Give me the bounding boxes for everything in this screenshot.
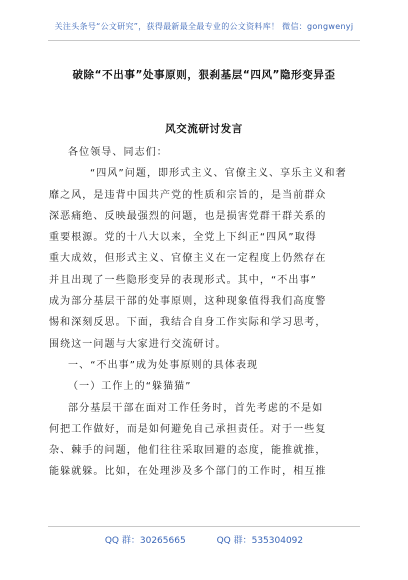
body-line: 能躲就躲。比如，在处理涉及多个部门的工作时，相互推 xyxy=(49,466,327,478)
footer-divider xyxy=(48,526,360,527)
body-line: 惕和深刻反思。下面，我结合自身工作实际和学习思考， xyxy=(49,317,327,329)
section-heading: 一、“不出事”成为处事原则的具体表现 xyxy=(68,359,259,371)
footer-contact xyxy=(0,533,408,546)
body-line: 并且出现了一些隐形变异的表现形式。其中，“不出事” xyxy=(49,274,317,286)
body-line: “四风”问题，即形式主义、官僚主义、享乐主义和奢 xyxy=(90,168,347,180)
body-line: 靡之风，是违背中国共产党的性质和宗旨的，是当前群众 xyxy=(49,189,327,201)
body-line: 深恶痛绝、反映最强烈的问题，也是损害党群干群关系的 xyxy=(49,210,327,222)
header-divider xyxy=(48,40,360,41)
body-line: 重大成效，但形式主义、官僚主义在一定程度上仍然存在 xyxy=(49,253,327,265)
footer-qq-group-2: QQ 群：535304092 xyxy=(216,536,304,546)
body-line: 重要根源。党的十八大以来，全党上下纠正“四风”取得 xyxy=(49,232,317,244)
document-body xyxy=(49,142,347,483)
body-line: 何把工作做好，而是如何避免自己承担责任。对于一些复 xyxy=(49,423,327,435)
body-line: 部分基层干部在面对工作任务时，首先考虑的不是如 xyxy=(68,402,324,414)
document-title-line-2: 风交流研讨发言 xyxy=(165,123,243,135)
body-line: 杂、棘手的问题，他们往往采取回避的态度，能推就推， xyxy=(49,445,327,457)
footer-qq-group-1: QQ 群：30265665 xyxy=(104,536,186,546)
document-title-line-1: 破除“不出事”处事原则，狠刹基层“四风”隐形变异歪 xyxy=(72,69,336,81)
subsection-heading: （一）工作上的“躲猫猫” xyxy=(68,381,192,393)
body-line: 各位领导、同志们： xyxy=(68,147,168,158)
header-promo-note: 关注头条号“公文研究”，获得最新最全最专业的公文资料库！ 微信：gongwenyj xyxy=(54,22,354,31)
body-line: 围绕这一问题与大家进行交流研讨。 xyxy=(49,338,227,350)
body-line: 成为部分基层干部的处事原则，这种现象值得我们高度警 xyxy=(49,296,327,308)
